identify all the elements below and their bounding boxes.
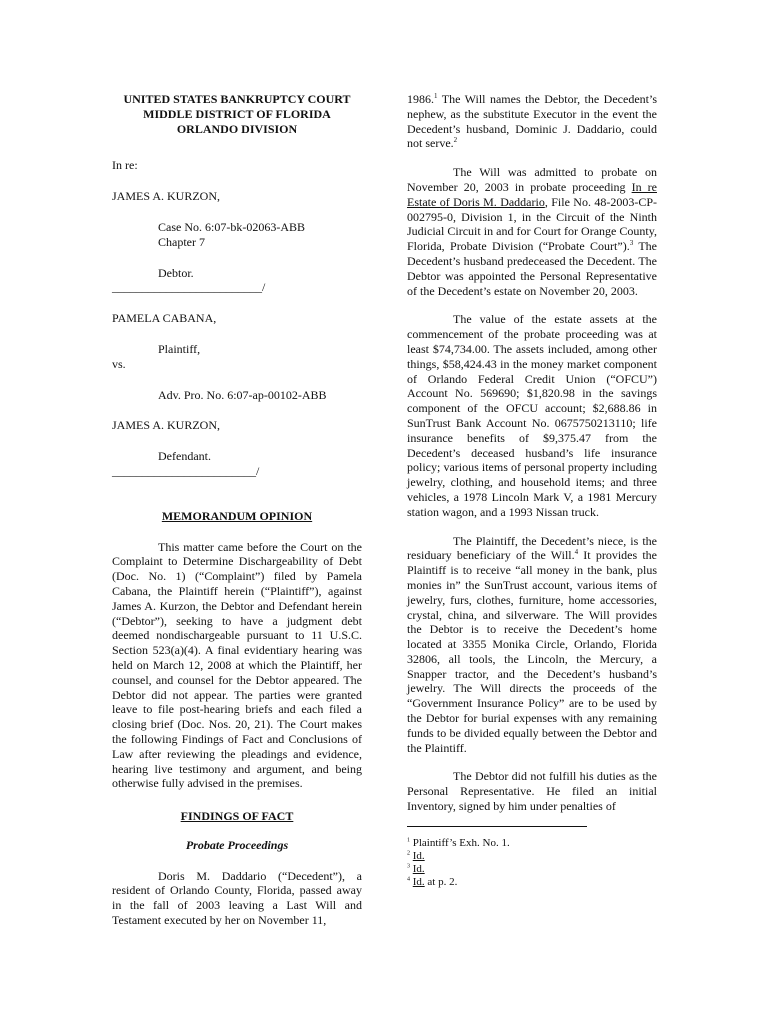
will-year: 1986. (407, 92, 434, 106)
intro-paragraph: This matter came before the Court on the Complaint to Determine Dischargeability of Debt (Doc. No. 1) (“Complaint”) filed by Pamela Cabana, the Plaintiff herein (“Plaintiff”), against James A. Kurzon, the Debtor and Defendant herein (“Debtor”), seeking to have a judgment debt deemed nondischargeable pursuant to 11 U.S.C. Section 523(a)(4). A final evidentiary hearing was held on March 12, 2008 at which the Plaintiff, her counsel, and counsel for the Debtor appeared. The Debtor did not appear. The parties were granted leave to file post-hearing briefs and each filed a closing brief (Doc. Nos. 20, 21). The Court makes the following Findings of Fact and Conclusions of Law after reviewing the pleadings and evidence, hearing live testimony and argument, and being otherwise fully advised in the premises. (112, 539, 362, 791)
probate-text-mid: , File No. 48-2003-CP-002795-0, Division 1, in the Circuit of the Ninth Judicial Circuit in and for Court for Orange County, Florida, Probate Division (“Probate Court”). (407, 194, 657, 254)
estate-assets-paragraph: The value of the estate assets at the commencement of the probate proceeding was at least $74,734.00. The assets included, among other things, $58,424.43 in the money market component of Orlando Federal Credit Union (“OFCU”) Account No. 569690; $1,820.98 in the savings component of the OFCU account; $2,688.86 in SunTrust Bank Account No. 0675750213110; life insurance benefits of $9,375.47 from the Decedent’s deceased husband’s life insurance policy; various items of personal property including jewelry, clothing, and household items; and three vehicles, a 1978 Lincoln Mark V, a 1981 Mercury station wagon, and a 1993 Nissan truck. (407, 312, 657, 519)
footnote-ref: 1 (434, 92, 438, 100)
debtor-label: Debtor. (158, 265, 194, 280)
court-district: MIDDLE DISTRICT OF FLORIDA (143, 106, 331, 121)
case-citation: In re Estate of Doris M. Daddario (407, 179, 657, 209)
probate-text-end: The Decedent’s husband predeceased the Decedent. The Debtor was appointed the Personal Representative of the Decedent’s estate on November 20, 2003. (407, 239, 657, 298)
beneficiary-text-start: The Plaintiff, the Decedent’s niece, is the residuary beneficiary of the Will. (407, 533, 657, 563)
chapter-label: Chapter 7 (158, 234, 205, 249)
footnote-ref: 3 (629, 239, 634, 248)
left-column (112, 92, 362, 928)
beneficiary-text-rest: It provides the Plaintiff is to receive “all money in the bank, plus monies in” the SunTrust account, various items of jewelry, furs, clothes, furniture, home accessories, crystal, china, and silverware. The Will provides the Debtor is to receive the Decedent’s home located at 3355 Monika Circle, Orlando, Florida 32806, all tools, the Lincoln, the Mercury, a Snapper tractor, and the Decedent’s husband’s jewelry. The Will directs the proceeds of the “Government Insurance Policy” are to be used by the Debtor for burial expenses with any remaining funds to be divided equally between the Debtor and the Plaintiff. (407, 548, 657, 755)
footnote: $^4$ Id. at p. 2. (407, 875, 458, 888)
court-header (112, 92, 362, 136)
in-re-label: In re: (112, 158, 138, 173)
probate-paragraph (407, 165, 657, 298)
caption-divider: ________________________/ (112, 463, 260, 478)
footnote-ref: 4 (574, 548, 579, 557)
probate-heading: Probate Proceedings (185, 837, 289, 852)
caption-divider: _________________________/ (112, 280, 266, 295)
footnote: $^2$ Id. (407, 849, 425, 862)
footnote: $^3$ Id. (407, 862, 425, 875)
right-column (407, 92, 657, 889)
will-paragraph (407, 92, 657, 151)
plaintiff-label: Plaintiff, (158, 341, 201, 356)
footnotes (407, 837, 657, 889)
footnote: $^1$ Plaintiff’s Exh. No. 1. (407, 836, 510, 849)
duties-paragraph: The Debtor did not fulfill his duties as the Personal Representative. He filed an initial Inventory, signed by him under penalties of (407, 769, 657, 814)
court-name: UNITED STATES BANKRUPTCY COURT (123, 92, 351, 106)
adversary-number: Adv. Pro. No. 6:07-ap-00102-ABB (158, 387, 327, 402)
versus-label: vs. (112, 356, 126, 371)
beneficiary-paragraph (407, 534, 657, 756)
findings-heading: FINDINGS OF FACT (180, 809, 294, 824)
plaintiff-name: PAMELA CABANA, (112, 311, 217, 326)
will-text: The Will names the Debtor, the Decedent’s nephew, as the substitute Executor in the event the Decedent’s husband, Dominic J. Daddario, could not serve. (407, 92, 657, 151)
defendant-name: JAMES A. KURZON, (112, 418, 221, 433)
debtor-name: JAMES A. KURZON, (112, 189, 221, 204)
court-division: ORLANDO DIVISION (176, 121, 298, 136)
footnote-divider (407, 826, 587, 827)
probate-text-start: The Will was admitted to probate on November 20, 2003 in probate proceeding (407, 165, 657, 194)
case-caption (112, 158, 362, 478)
case-number: Case No. 6:07-bk-02063-ABB (158, 219, 305, 234)
footnote-ref: 2 (453, 136, 458, 145)
defendant-label: Defendant. (158, 449, 211, 464)
decedent-paragraph: Doris M. Daddario (“Decedent”), a resident of Orlando County, Florida, passed away in the fall of 2003 leaving a Last Will and Testament executed by her on November 11, (112, 868, 362, 928)
document-title: MEMORANDUM OPINION (161, 508, 313, 523)
